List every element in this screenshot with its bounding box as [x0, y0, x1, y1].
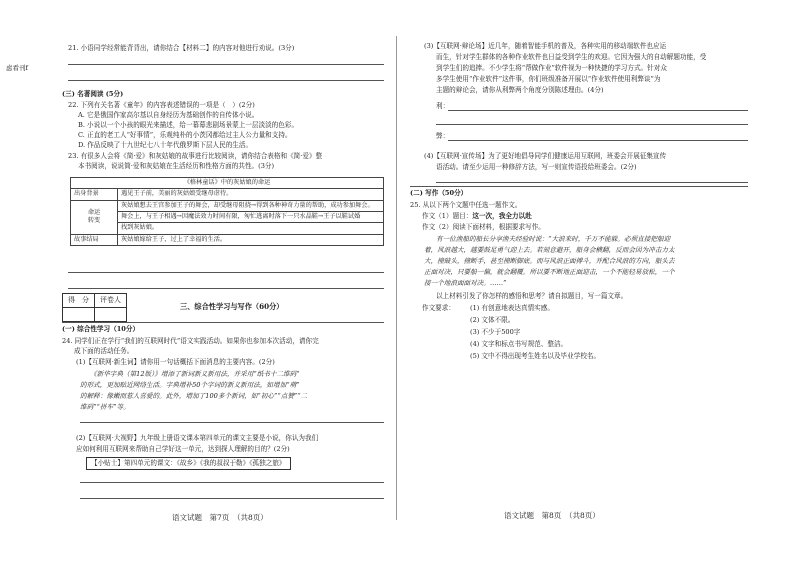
table-row: [71, 212, 384, 223]
q22-option-d: D. 作品反映了十九世纪七八十年代俄罗斯下层人民的生活。: [78, 141, 253, 149]
side-note: 虑看刊f: [6, 64, 28, 72]
requirement-item: (4) 文字和标点书写规范、整洁。: [470, 340, 568, 348]
table-row: [71, 189, 384, 200]
q24-3-line: 多学生使用“作业软件”这件事，你们班级准备开展以“作业软件使用利弊谈”为: [436, 75, 661, 83]
row-text: 遇见王子前，美丽的灰姑娘受继母虐待。: [118, 189, 384, 200]
question-24-line-2: 成下面的活动任务。: [74, 347, 134, 355]
question-24-2-line-1: (2)【互联网·大视野】九年级上册语文课本第四单元的课文主要是小说，你认为我们: [76, 434, 319, 442]
answer-line[interactable]: [68, 64, 384, 65]
requirement-item: (5) 文中不得出现考生姓名以及毕业学校名。: [470, 352, 601, 360]
answer-line[interactable]: [80, 482, 384, 483]
table-header: 《格林童话》中的灰姑娘的命运: [71, 178, 384, 189]
page-fold: [396, 36, 397, 520]
answer-line[interactable]: [436, 124, 748, 125]
row-label: 出身背景: [71, 189, 118, 200]
row-label: 故事结局: [71, 234, 118, 245]
question-24-2-line-2: 应如何利用互联网来帮助自己学好这一单元，达到探人理解的目的？(2分): [76, 445, 290, 453]
requirement-item: (1) 有创意地表达真情实感。: [470, 304, 554, 312]
row-text: 灰姑娘想去王宫参加王子的舞会，却受继母阻挠→得到各种神奇力量的帮助，成功参加舞会。: [118, 200, 384, 211]
divider: [62, 322, 384, 323]
table-row: [71, 234, 384, 245]
answer-line[interactable]: [436, 182, 748, 183]
question-24-4-line-2: 语活动。请至少运用一种修辞方法，写一则宣传语投给班委会。(2分): [436, 163, 637, 171]
essay-1-title: 这一次，我全力以赴: [472, 212, 532, 220]
grader-label: 评卷人: [95, 294, 127, 308]
q22-option-c: C. 正直的老工人“好事情”，乐观纯朴的小茨冈都给过主人公力量和支持。: [78, 131, 292, 139]
page-footer: 语文试题 第7页 （共8页）: [172, 513, 268, 522]
question-25: 25. 从以下两个文题中任选一题作文。: [410, 201, 522, 209]
q24-3-line: 主题的辩论会，请你从利弊两个角度分别陈述理由。(4分): [436, 86, 604, 94]
question-24-1: (1)【互联网·新生词】请你用一句话概括下面消息的主要内容。(2分): [76, 358, 275, 366]
table-row: [71, 223, 384, 234]
news-line: 《新华字典（第12版）》增添了新词新义新用法，并采用“纸书十二维码”: [90, 370, 300, 378]
table-row: [71, 200, 384, 211]
row-label: 命运 转变: [71, 200, 118, 234]
news-line: 的解释：像嫩而惹人喜爱的。此外，增加了100多个新词，如“初心”“点赞”“二: [80, 392, 308, 400]
question-24-4-line-1: (4)【互联网·宣传场】为了更好地倡导同学们健康运用互联网，班委会开展征集宣传: [424, 152, 667, 160]
question-22: 22. 下列有关名著《童年》的内容表述错误的一项是（ ）(2分): [68, 101, 255, 109]
question-24-line-1: 24. 同学们正在学行“我们的互联网时代”语文实践活动。如果你也参加本次活动，请你完: [62, 337, 319, 345]
score-cell[interactable]: [63, 308, 95, 322]
q22-option-a: A. 它是俄国作家高尔基以自身经历为基础创作的自传体小说。: [78, 111, 259, 119]
q24-3-line: (3)【互联网·辩论场】近几年，随着智能手机的普及，各种实用的移动端软件也应运: [424, 42, 667, 50]
requirement-item: (2) 文体不限。: [470, 316, 515, 324]
material-line: 大，撞破头，撞断手，甚至撞断脚底。而与风浪正面搏斗，并配合风浪的方向，船头去: [424, 257, 675, 265]
part-3-title: 三、综合性学习与写作（60分）: [180, 302, 284, 311]
question-23-line-2: 本书阅读，说说简·爱和灰姑娘在生活经历和性格方面的共性。(3分): [78, 162, 275, 170]
news-line: 的形式，更加贴近网络生活。字典增补50个字词的新义新用法，如增加“萌”: [80, 381, 300, 389]
grader-cell[interactable]: [95, 308, 127, 322]
answer-line[interactable]: [68, 80, 384, 81]
material-line: 接一个地浪面面对决。……”: [424, 279, 507, 287]
requirement-item: (3) 不少于500字: [470, 328, 521, 336]
q22-option-b: B. 小说以一个小孩的眼光来描述，给一幕幕悲剧场景蒙上一层淡淡的色彩。: [78, 121, 299, 129]
news-line: 维码”“拼车”等。: [80, 403, 130, 411]
q24-3-line: 而生，针对学生群体的各种作业软件也日益受到学生的欢迎。它因为强大的自动解题功能，受: [436, 53, 707, 61]
row-text: 灰姑娘嫁给王子，过上了幸福的生活。: [118, 234, 384, 245]
pros-label: 利：: [436, 102, 450, 110]
cons-label: 弊：: [436, 132, 450, 140]
q24-3-line: 到学生们的追捧。不少学生将“帮做作业”软件视为一种快捷的学习方式。针对众: [436, 64, 667, 72]
answer-line[interactable]: [80, 422, 384, 423]
row-text: 找到灰姑娘。: [118, 223, 384, 234]
page-footer: 语文试题 第8页 （共8页）: [504, 511, 600, 520]
section-3-title: (三) 名著阅读 (5分): [62, 90, 124, 98]
right-page: [400, 0, 794, 562]
subsection-2-title: (二) 写作（50分）: [410, 189, 468, 197]
subsection-1-title: (一) 综合性学习（10分）: [62, 325, 140, 333]
cinderella-table: [70, 177, 384, 246]
answer-line[interactable]: [68, 288, 384, 289]
answer-line[interactable]: [80, 498, 384, 499]
left-page: [0, 0, 392, 562]
cons-line[interactable]: [448, 140, 748, 141]
pros-line[interactable]: [448, 110, 748, 111]
material-line: 有一位渔船的船长分享渔夫经验时说：“大浪来时，千万不能躲。必须直接把船迎: [436, 235, 671, 243]
score-label: 得 分: [63, 294, 95, 308]
requirements-label: 作文要求：: [422, 304, 455, 312]
essay-2-requirement: 以上材料引发了你怎样的感悟和思考？请自拟题目，写一篇文章。: [436, 292, 628, 300]
tip-box: 【小贴士】第四单元的课文：《故乡》《我的叔叔于勒》《孤独之旅》: [86, 457, 291, 470]
score-box: [62, 293, 127, 322]
question-23-line-1: 23. 有很多人会将《简·爱》和灰姑娘的故事进行比较阅读，请你结合表格和《简·爱》整: [68, 152, 323, 160]
material-line: 着，风浪越大，越要鼓足勇气迎上去。若刻意避开，船身会横翻，反而会因为冲击力太: [424, 246, 675, 254]
essay-1: [422, 212, 532, 221]
material-line: 正面对决，只要船一偏，就会翻覆。所以要不断地正面迎击，一个不能轻易放松，一个: [424, 268, 675, 276]
answer-line[interactable]: [68, 272, 384, 273]
essay-2: 作文（2）阅读下面材料，根据要求写作。: [422, 223, 545, 231]
question-21: 21. 小语同学经常能背背出，请你结合【材料二】的内容对他进行劝说。(3分): [68, 44, 295, 52]
essay-1-label: 作文（1）题目：: [422, 212, 473, 220]
row-text: 舞会上，与王子相遇→因魔法效力时间有限，匆忙逃离时落下一只水晶鞋→王子以鞋试婚: [118, 212, 384, 223]
divider: [410, 186, 748, 187]
